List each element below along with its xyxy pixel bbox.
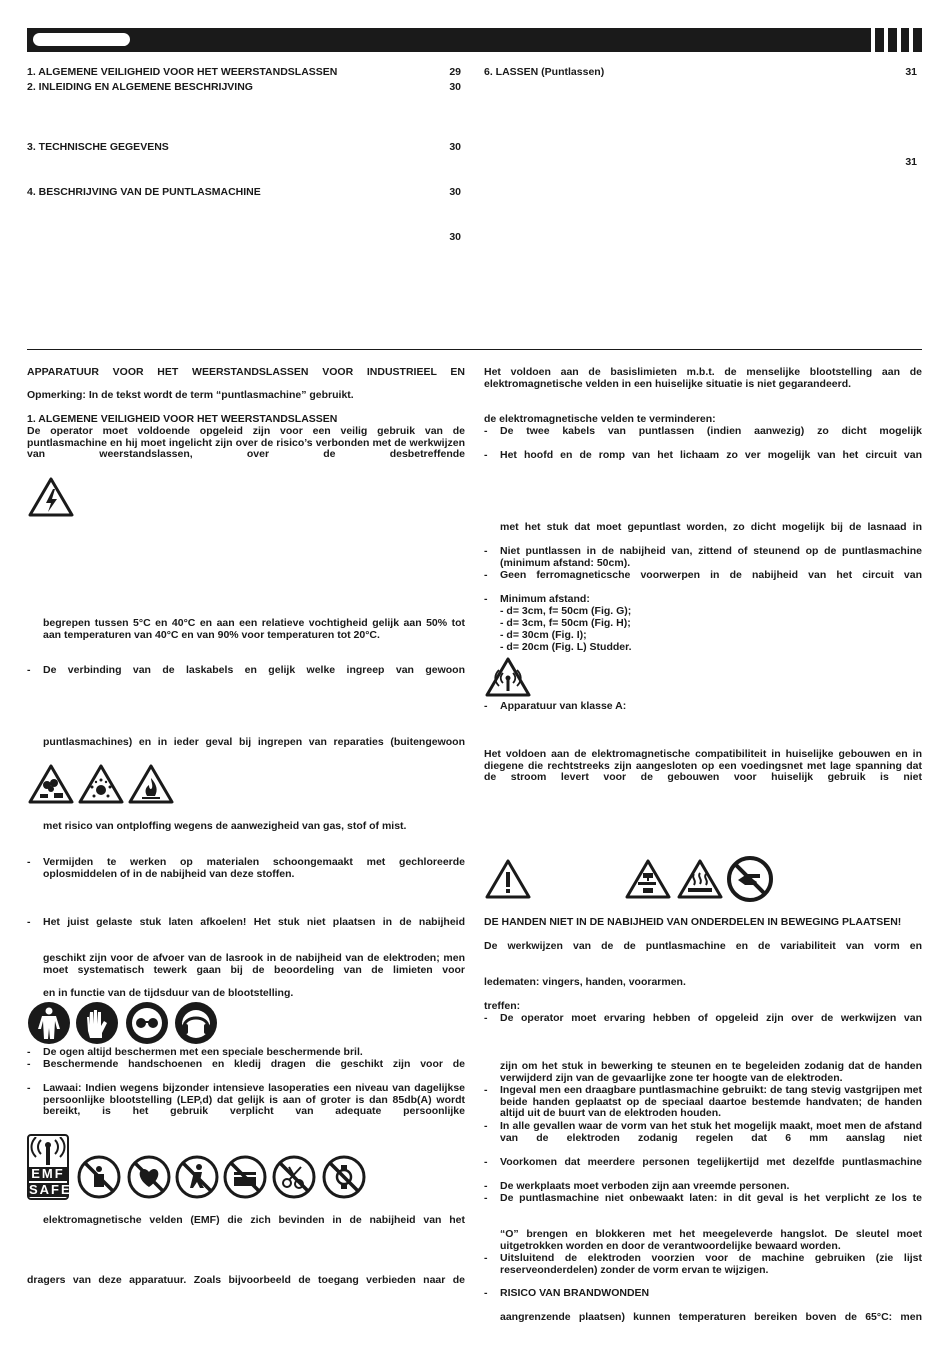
- header-pill: [33, 33, 130, 46]
- toc-page-2: 30: [449, 81, 461, 93]
- ear-protection-icon: [174, 1001, 218, 1045]
- hands-warning-heading: DE HANDEN NIET IN DE NABIJHEID VAN ONDERDELEN IN BEWEGING PLAATSEN!: [484, 916, 902, 928]
- section-1-text: De operator moet voldoende opgeleid zijn voor een veilig gebruik van de puntlasmachine en hij moet ingelicht zijn over de risico’s verbonden met de werkwijzen van weerstandslassen, over de desbetreffende: [27, 425, 465, 460]
- no-metal-objects-icon: [272, 1155, 316, 1199]
- electrode-distance-text: In alle gevallen waar de vorm van het stuk het mogelijk maakt, moet men de afstand van de elektroden zodanig regelen dat 6 mm aanslag niet: [500, 1120, 922, 1144]
- bullet: -: [27, 916, 31, 928]
- fire-hazard-icon: [127, 763, 175, 805]
- portable-machine-text: Ingeval men een draagbare puntlasmachine gebruikt: de tang stevig vastgrijpen met beide handen geplaatst op de speciaal daartoe bestemde handvaten; de handen altijd uit de buurt van de elektroden houden.: [500, 1084, 922, 1119]
- safe-label: SAFE: [29, 1182, 72, 1197]
- repair-text: puntlasmachines) en in ieder geval bij ingrepen van reparaties (buitengewoon: [43, 736, 465, 748]
- intro-note: Opmerking: In de tekst wordt de term “puntlasmachine” gebruikt.: [27, 389, 354, 401]
- bullet: -: [484, 1156, 488, 1168]
- ferromagnetic-text: Geen ferromagneticsche voorwerpen in de nabijheid van het circuit van: [500, 569, 922, 581]
- no-pacemaker-icon: [127, 1155, 171, 1199]
- temperature-text: begrepen tussen 5°C en 40°C en aan een relatieve vochtigheid gelijk aan 50% tot aan temperaturen van 40°C en van 90% voor temperaturen tot 20°C.: [43, 617, 465, 641]
- header-stripe: [884, 28, 888, 52]
- emc-text: Het voldoen aan de elektromagnetische compatibiliteit in huiselijke gebouwen en in diegene die rechtstreeks zijn aangesloten op een voedingsnet met lage spanning dat de stroom levert voor de gebouwen voor huiselijk gebruik is niet: [484, 748, 922, 783]
- no-metal-implants-icon: [77, 1155, 121, 1199]
- explosion-text: met risico van ontploffing wegens de aanwezigheid van gas, stof of mist.: [43, 820, 407, 832]
- no-magnetic-cards-icon: [223, 1155, 267, 1199]
- distance-l: - d= 20cm (Fig. L) Studder.: [500, 641, 632, 653]
- toc-page-5: 30: [449, 231, 461, 243]
- bullet: -: [484, 1252, 488, 1264]
- toxic-fumes-hazard-icon: [27, 763, 75, 805]
- class-a-text: Apparatuur van klasse A:: [500, 700, 627, 712]
- emf-reduce-text: de elektromagnetische velden te verminderen:: [484, 413, 716, 425]
- toc-entry-3[interactable]: 3. TECHNISCHE GEGEVENS: [27, 141, 169, 153]
- exposure-text: en in functie van de tijdsduur van de blootstelling.: [43, 987, 294, 999]
- electrodes-only-text: Uitsluitend de elektroden voorzien voor de machine gebruiken (zie lijst reserveonderdelen) zonder de vorm ervan te wijzigen.: [500, 1252, 922, 1276]
- radiation-warning-icon: [484, 656, 532, 698]
- cooling-text: Het juist gelaste stuk laten afkoelen! Het stuk niet plaatsen in de nabijheid: [43, 916, 465, 928]
- header-stripe: [909, 28, 913, 52]
- protective-suit-icon: [27, 1001, 71, 1045]
- cables-close-text: De twee kabels van puntlassen (indien aanwezig) zo dicht mogelijk: [500, 425, 922, 437]
- toc-page-3: 30: [449, 141, 461, 153]
- bullet: -: [484, 1180, 488, 1192]
- header-stripe: [871, 28, 875, 52]
- toc-page-6: 31: [905, 66, 917, 78]
- temperature-burn-text: aangrenzende plaatsen) kunnen temperaturen bereiken boven de 65°C: men: [500, 1311, 922, 1323]
- electric-hazard-icon: [27, 476, 75, 518]
- bullet: -: [27, 664, 31, 676]
- toc-entry-6[interactable]: 6. LASSEN (Puntlassen): [484, 66, 605, 78]
- emf-safe-logo: [27, 1134, 72, 1200]
- bullet: -: [27, 856, 31, 868]
- noise-text: Lawaai: Indien wegens bijzonder intensieve lasoperaties een niveau van dagelijkse persoonlijke blootstelling (LEP,d) dat gelijk is aan of groter is dan 85db(A) wordt bereikt, is het gebruik verplicht van adequate persoonlijke: [43, 1082, 465, 1117]
- emf-text: elektromagnetische velden (EMF) die zich bevinden in de nabijheid van het: [43, 1214, 465, 1226]
- bullet: -: [484, 569, 488, 581]
- emf-antenna-icon: [29, 1137, 67, 1167]
- multiple-persons-text: Voorkomen dat meerdere personen tegelijkertijd met dezelfde puntlasmachine: [500, 1156, 922, 1168]
- hot-surface-hazard-icon: [676, 858, 724, 900]
- toc-page-4: 30: [449, 186, 461, 198]
- section-divider: [27, 349, 922, 350]
- toc-entry-2[interactable]: 2. INLEIDING EN ALGEMENE BESCHRIJVING: [27, 81, 253, 93]
- measures-text: treffen:: [484, 1000, 521, 1012]
- bullet: -: [484, 593, 488, 605]
- bullet: -: [484, 545, 488, 557]
- operator-experience-text: De operator moet ervaring hebben of opgeleid zijn over de werkwijzen van: [500, 1012, 922, 1024]
- head-torso-text: Het hoofd en de romp van het lichaam zo ver mogelijk van het circuit van: [500, 449, 922, 461]
- fumes-text: geschikt zijn voor de afvoer van de lasrook in de nabijheid van de elektroden; men moet systematisch tewerk gaan bij de beoordeling van de limieten voor: [43, 952, 465, 976]
- section-1-heading: 1. ALGEMENE VEILIGHEID VOOR HET WEERSTANDSLASSEN: [27, 413, 338, 425]
- unattended-text: De puntlasmachine niet onbewaakt laten: in dit geval is het verplicht ze los te: [500, 1192, 922, 1204]
- bullet: -: [484, 1084, 488, 1096]
- no-watches-icon: [322, 1155, 366, 1199]
- padlock-text: “O” brengen en blokkeren met het meegeleverde hangslot. De sleutel moet uitgetrokken worden en door de verantwoordelijke bewaard worden.: [500, 1228, 922, 1252]
- burn-risk-heading: RISICO VAN BRANDWONDEN: [500, 1287, 650, 1299]
- min-distance-label: Minimum afstand:: [500, 593, 590, 605]
- general-warning-icon: [484, 858, 532, 900]
- crushing-hazard-icon: [624, 858, 672, 900]
- limbs-text: ledematen: vingers, handen, voorarmen.: [484, 976, 686, 988]
- toc-entry-4[interactable]: 4. BESCHRIJVING VAN DE PUNTLASMACHINE: [27, 186, 261, 198]
- workpiece-text: met het stuk dat moet gepuntlast worden, zo dicht mogelijk bij de lasnaad in: [500, 521, 922, 533]
- distance-g: - d= 3cm, f= 50cm (Fig. G);: [500, 605, 632, 617]
- distance-h: - d= 3cm, f= 50cm (Fig. H);: [500, 617, 631, 629]
- emf-limits-text: Het voldoen aan de basislimieten m.b.t. de menselijke blootstelling aan de elektromagnetische velden in een huiselijke situatie is niet gegarandeerd.: [484, 366, 922, 390]
- bullet: -: [484, 700, 488, 712]
- toc-page-7: 31: [905, 156, 917, 168]
- bullet: -: [484, 1192, 488, 1204]
- bullet: -: [27, 1046, 31, 1058]
- toc-page-1: 29: [449, 66, 461, 78]
- gloves-text: Beschermende handschoenen en kledij dragen die geschikt zijn voor de: [43, 1058, 465, 1070]
- bullet: -: [484, 449, 488, 461]
- header-bar: [27, 28, 922, 52]
- no-sitting-text: Niet puntlassen in de nabijheid van, zittend of steunend op de puntlasmachine (minimum afstand: 50cm).: [500, 545, 922, 569]
- distance-i: - d= 30cm (Fig. I);: [500, 629, 587, 641]
- toc-entry-1[interactable]: 1. ALGEMENE VEILIGHEID VOOR HET WEERSTANDSLASSEN: [27, 66, 338, 78]
- explosion-hazard-icon: [77, 763, 125, 805]
- cable-text: De verbinding van de laskabels en gelijk welke ingreep van gewoon: [43, 664, 465, 676]
- goggles-icon: [125, 1001, 169, 1045]
- variability-text: De werkwijzen van de de puntlasmachine en de variabiliteit van vorm en: [484, 940, 922, 952]
- support-workpiece-text: zijn om het stuk in bewerking te steunen en te begeleiden zodanig dat de handen verwijderd zijn van de gevaarlijke zone ter hoogte van de elektroden.: [500, 1060, 922, 1084]
- gloves-icon: [75, 1001, 119, 1045]
- intro-heading: APPARATUUR VOOR HET WEERSTANDSLASSEN VOOR INDUSTRIEEL EN: [27, 366, 465, 378]
- no-hands-icon: [727, 856, 773, 902]
- bullet: -: [484, 1012, 488, 1024]
- bullet: -: [27, 1082, 31, 1094]
- bullet: -: [484, 1120, 488, 1132]
- eyes-text: De ogen altijd beschermen met een speciale beschermende bril.: [43, 1046, 363, 1058]
- bullet: -: [484, 425, 488, 437]
- carriers-text: dragers van deze apparatuur. Zoals bijvoorbeeld de toegang verbieden naar de: [27, 1274, 465, 1286]
- emf-label: EMF: [29, 1167, 67, 1181]
- solvent-text: Vermijden te werken op materialen schoongemaakt met gechloreerde oplosmiddelen of in de nabijheid van deze stoffen.: [43, 856, 465, 880]
- bullet: -: [484, 1287, 488, 1299]
- no-metal-prosthesis-icon: [175, 1155, 219, 1199]
- header-stripe: [897, 28, 901, 52]
- bullet: -: [27, 1058, 31, 1070]
- workshop-text: De werkplaats moet verboden zijn aan vreemde personen.: [500, 1180, 790, 1192]
